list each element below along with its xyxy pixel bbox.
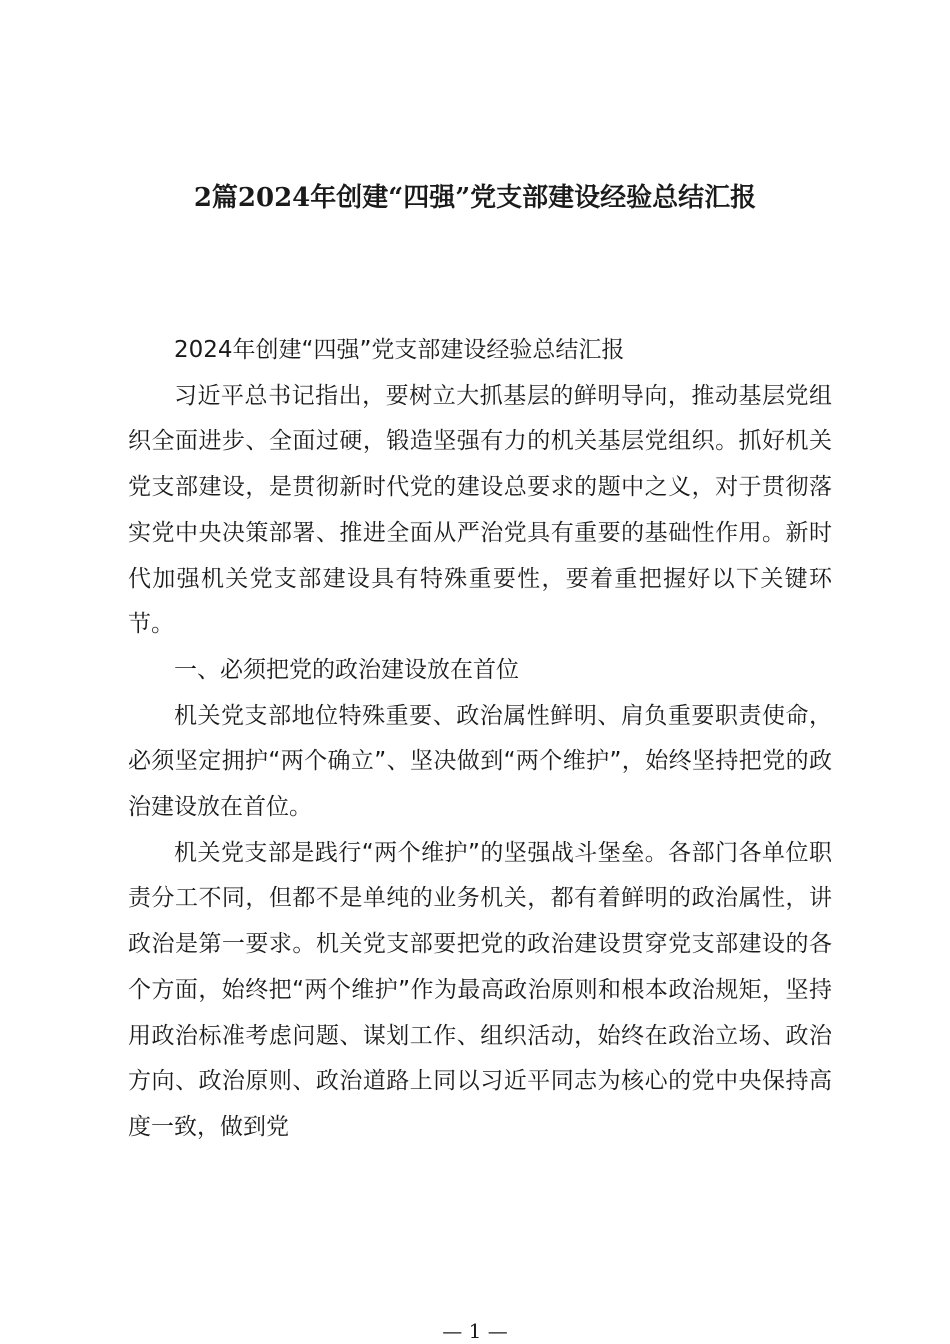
document-title: 2篇2024年创建“四强”党支部建设经验总结汇报	[193, 183, 757, 213]
document-body	[128, 328, 832, 1151]
paragraph-intro: 习近平总书记指出，要树立大抓基层的鲜明导向，推动基层党组织全面进步、全面过硬，锻造坚强有力的机关基层党组织。抓好机关党支部建设，是贯彻新时代党的建设总要求的题中之义，对于贯彻落实党中央决策部署、推进全面从严治党具有重要的基础性作用。新时代加强机关党支部建设具有特殊重要性，要着重把握好以下关键环节。	[128, 382, 832, 638]
paragraph: 机关党支部地位特殊重要、政治属性鲜明、肩负重要职责使命，必须坚定拥护“两个确立”、坚决做到“两个维护”，始终坚持把党的政治建设放在首位。	[128, 702, 832, 821]
page-number: — 1 —	[442, 1319, 508, 1343]
paragraph: 机关党支部是践行“两个维护”的坚强战斗堡垒。各部门各单位职责分工不同，但都不是单纯的业务机关，都有着鲜明的政治属性，讲政治是第一要求。机关党支部要把党的政治建设贯穿党支部建设的各个方面，始终把“两个维护”作为最高政治原则和根本政治规矩，坚持用政治标准考虑问题、谋划工作、组织活动，始终在政治立场、政治方向、政治原则、政治道路上同以习近平同志为核心的党中央保持高度一致，做到党	[128, 839, 832, 1140]
section-heading-1: 一、必须把党的政治建设放在首位	[174, 656, 519, 683]
document-subtitle: 2024年创建“四强”党支部建设经验总结汇报	[174, 337, 625, 363]
